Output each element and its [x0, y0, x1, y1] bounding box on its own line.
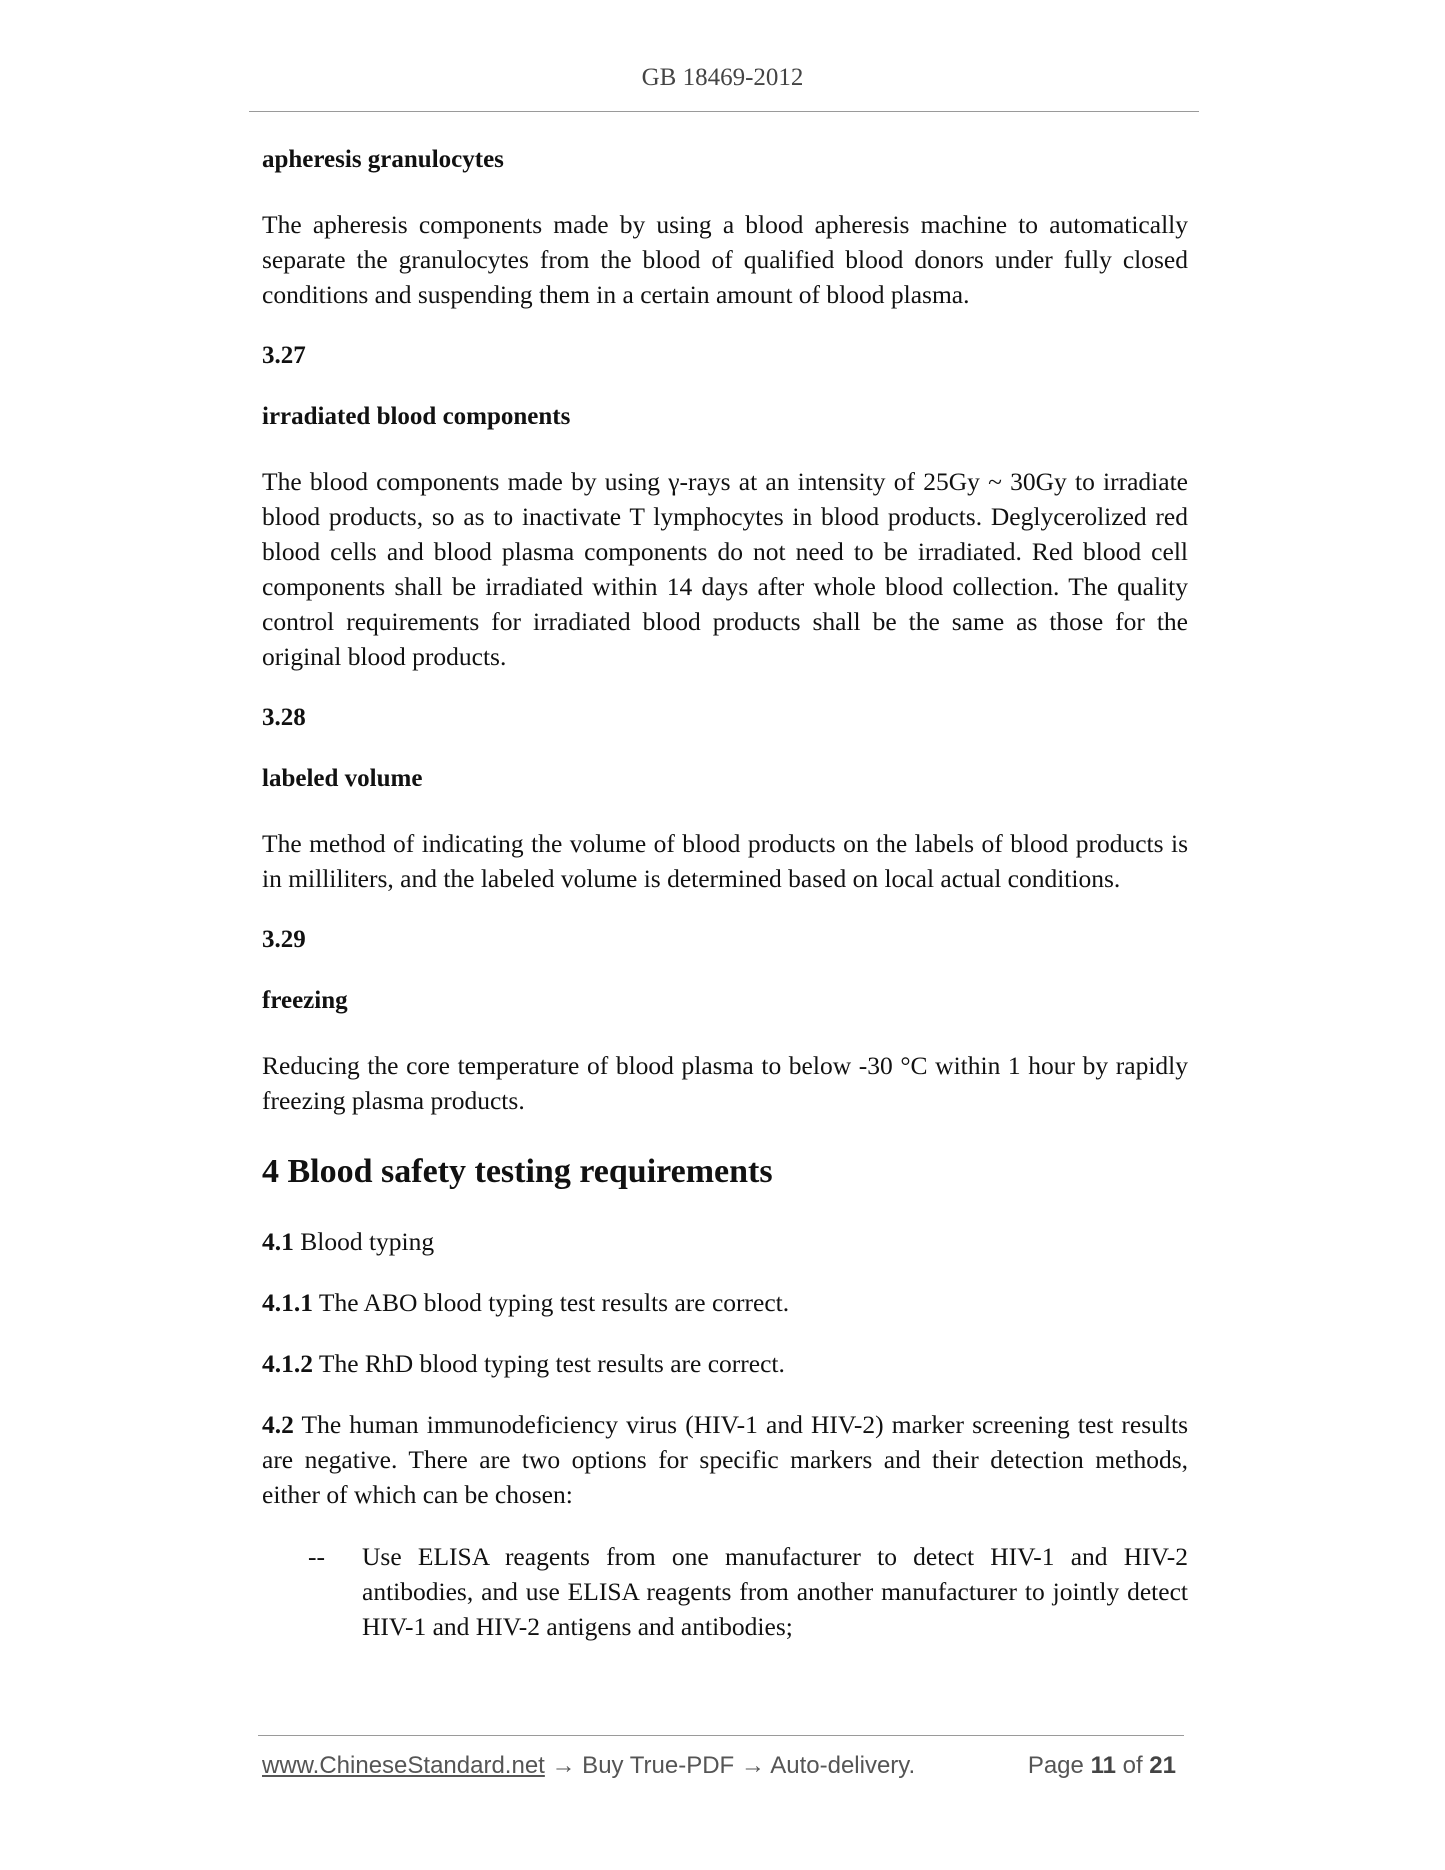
term-apheresis-granulocytes: apheresis granulocytes [262, 146, 504, 173]
term-freezing: freezing [262, 987, 348, 1014]
footer-promo-text: → Buy True-PDF → Auto-delivery. [544, 1752, 916, 1779]
clause-4-1-1-text: The ABO blood typing test results are correct. [313, 1288, 790, 1317]
section-4-title: 4 Blood safety testing requirements [262, 1153, 773, 1190]
term-labeled-volume: labeled volume [262, 765, 423, 792]
page-number: 11 [1090, 1752, 1116, 1779]
clause-4-1-2-number: 4.1.2 [262, 1349, 313, 1378]
bullet-dash: -- [308, 1542, 325, 1571]
page-label: Page [1027, 1752, 1084, 1779]
definition-apheresis-granulocytes: The apheresis components made by using a blood apheresis machine to automatically separate the granulocytes from the blood of qualified blood donors under fully closed conditions and suspending them in a certain amount of blood plasma. [262, 210, 1188, 309]
definition-irradiated-blood-components: The blood components made by using γ-rays at an intensity of 25Gy ~ 30Gy to irradiate blood products, so as to inactivate T lymphocytes in blood products. Deglycerolized red blood cells and blood plasma components do not need to be irradiated. Red blood cell components shall be irradiated within 14 days after whole blood collection. The quality control requirements for irradiated blood products shall be the same as those for the original blood products. [262, 467, 1188, 671]
clause-4-1-2 [262, 1346, 1188, 1381]
clause-number-3-28: 3.28 [262, 704, 306, 731]
header-divider [249, 111, 1199, 112]
bullet-text: Use ELISA reagents from one manufacturer to detect HIV-1 and HIV-2 antibodies, and use ELISA reagents from another manufacturer to jointly detect HIV-1 and HIV-2 antigens and antibodies; [362, 1542, 1188, 1641]
footer-site-link[interactable]: www.ChineseStandard.net [262, 1752, 545, 1779]
definition-labeled-volume: The method of indicating the volume of blood products on the labels of blood products is in milliliters, and the labeled volume is determined based on local actual conditions. [262, 829, 1188, 893]
page-header-title: GB 18469-2012 [641, 64, 804, 91]
page-footer [262, 1752, 1184, 1786]
page-total: 21 [1149, 1752, 1176, 1779]
definition-freezing: Reducing the core temperature of blood plasma to below -30 °C within 1 hour by rapidly freezing plasma products. [262, 1051, 1188, 1115]
clause-4-1-1 [262, 1285, 1188, 1320]
clause-4-1-text: Blood typing [293, 1227, 435, 1256]
footer-divider [258, 1735, 1184, 1736]
clause-4-1 [262, 1224, 1188, 1259]
clause-number-3-27: 3.27 [262, 342, 306, 369]
clause-number-3-29: 3.29 [262, 926, 306, 953]
clause-4-2-text: The human immunodeficiency virus (HIV-1 and HIV-2) marker screening test results are negative. There are two options for specific markers and their detection methods, either of which can be chosen: [262, 1410, 1188, 1509]
term-irradiated-blood-components: irradiated blood components [262, 403, 571, 430]
clause-4-1-number: 4.1 [262, 1227, 294, 1256]
clause-4-2 [262, 1407, 1188, 1512]
clause-4-1-2-text: The RhD blood typing test results are correct. [313, 1349, 785, 1378]
footer-promo [262, 1752, 915, 1780]
list-item [262, 1539, 1188, 1644]
document-body [262, 143, 1188, 1671]
of-label: of [1122, 1752, 1143, 1779]
clause-4-1-1-number: 4.1.1 [262, 1288, 313, 1317]
page-indicator [1028, 1752, 1176, 1780]
clause-4-2-number: 4.2 [262, 1410, 294, 1439]
